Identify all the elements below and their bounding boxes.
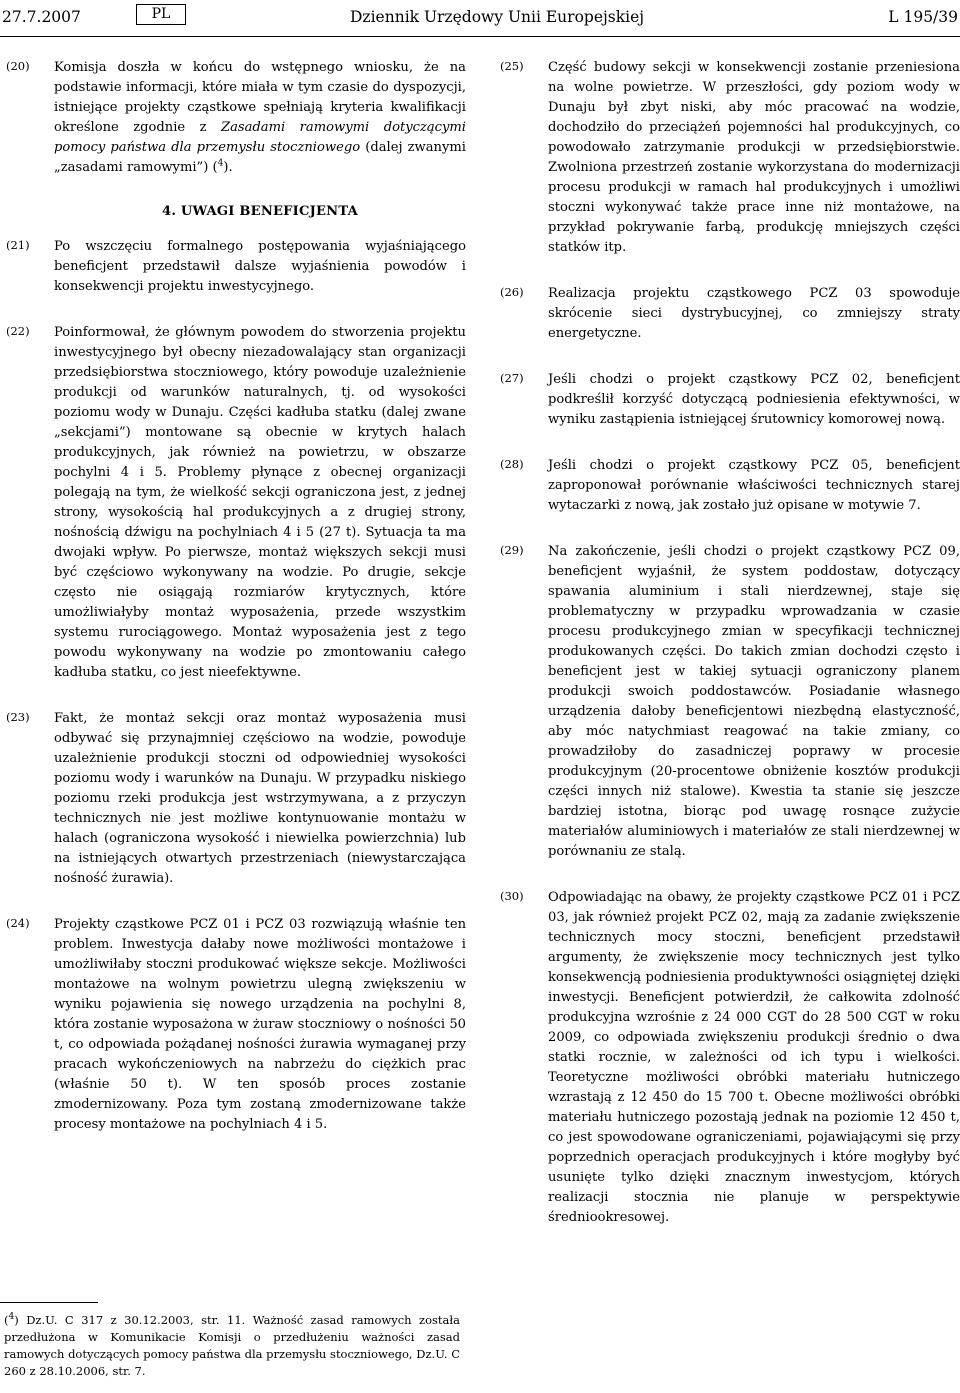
paragraph-text: Realizacja projektu cząstkowego PCZ 03 spowoduje skrócenie sieci dystrybucyjnej, co zmniejszy straty energetyczne.: [548, 286, 960, 341]
page-header: [0, 0, 960, 37]
paragraph-text-part: (dalej zwanymi „zasadami ramowymi”) (: [54, 140, 466, 175]
publication-date: 27.7.2007: [2, 8, 81, 26]
section-heading: 4. UWAGI BENEFICJENTA: [162, 204, 358, 219]
paragraph-number: (26): [500, 285, 524, 299]
language-badge: PL: [136, 4, 186, 25]
left-column: [0, 58, 466, 1161]
footnote-reference[interactable]: 4: [217, 158, 224, 169]
paragraph-text: Projekty cząstkowe PCZ 01 i PCZ 03 rozwiązują właśnie ten problem. Inwestycja dałaby nowe możliwości montażowe i umożliwiłaby stoczni produkować większe sekcje. Możliwości montażowe na wolnym powietrzu ulegną zwiększeniu w wyniku pojawienia się nowego urządzenia na pochylni 8, która zostanie wyposażona w żuraw stoczniowy o nośności 50 t, co odpowiada pożądanej nośności żurawia wymaganej przy pracach wykończeniowych na nabrzeżu do ciężkich prac (właśnie 50 t). W ten sposób proces zostanie zmodernizowany. Poza tym zostaną zmodernizowane także procesy montażowe na pochylniach 4 i 5.: [54, 917, 466, 1132]
paragraph-29: [494, 542, 960, 862]
paragraph-number: (24): [6, 916, 30, 930]
footnote-text: Dz.U. C 317 z 30.12.2003, str. 11. Ważność zasad ramowych została przedłużona w Komunikacie Komisji o przedłużeniu ważności zasad ramowych dotyczących pomocy państwa dla przemysłu stoczniowego, Dz.U. C 260 z 28.10.2006, str. 7.: [4, 1313, 460, 1378]
right-column: [494, 58, 960, 1254]
footnote-4: [4, 1312, 460, 1380]
footnote-divider: [0, 1302, 98, 1303]
paragraph-number: (23): [6, 710, 30, 724]
paragraph-number: (22): [6, 324, 30, 338]
paragraph-20: [0, 58, 466, 178]
paragraph-text: Na zakończenie, jeśli chodzi o projekt cząstkowy PCZ 09, beneficjent wyjaśnił, że system poddostaw, dotyczący spawania aluminium i stali nierdzewnej, staje się problematyczny w przypadku wprowadzania w czasie procesu produkcyjnego zmian w specyfikacji technicznej produkowanych części. Do takich zmian dochodzi często i beneficjent jest w takiej sytuacji ograniczony planem produkcji swoich poddostawców. Posiadanie własnego urządzenia dałoby beneficjentowi niezbędną elastyczność, aby móc natychmiast reagować na takie zmiany, co prowadziłoby do zasadniczej poprawy w procesie produkcyjnym (20-procentowe obniżenie kosztów produkcji części innych niż stalowe). Kwestia ta stanie się jeszcze bardziej istotna, biorąc pod uwagę rosnące zużycie materiałów aluminiowych i materiałów ze stali nierdzewnej w porównaniu ze stalą.: [548, 544, 960, 859]
paragraph-number: (28): [500, 457, 524, 471]
paragraph-text: Część budowy sekcji w konsekwencji zostanie przeniesiona na wolne powietrze. W przeszłości, gdy poziom wody w Dunaju był zbyt niski, aby móc pracować na wodzie, dochodziło do przeciążeń pojemności hal produkcyjnych, co powodowało zatrzymanie produkcji w przedsiębiorstwie. Zwolniona przestrzeń zostanie wykorzystana do modernizacji procesu produkcji w ramach hal produkcyjnych i umożliwi stoczni wykonywać także prace inne niż montażowe, na przykład pokrywanie farbą, produkcję mniejszych części statków itp.: [548, 60, 960, 255]
paragraph-text: Po wszczęciu formalnego postępowania wyjaśniającego beneficjent przedstawił dalsze wyjaśnienia powodów i konsekwencji projektu inwestycyjnego.: [54, 239, 466, 294]
paragraph-number: (20): [6, 59, 30, 73]
paragraph-21: [0, 237, 466, 297]
paragraph-22: [0, 323, 466, 683]
paragraph-text-part: ).: [223, 160, 233, 175]
paragraph-30: [494, 888, 960, 1228]
paragraph-text: Odpowiadając na obawy, że projekty cząstkowe PCZ 01 i PCZ 03, jak również projekt PCZ 02, mają za zadanie zwiększenie technicznych mocy stoczni, beneficjent przedstawił argumenty, że zwiększenie mocy technicznych jest tylko konsekwencją podniesienia produktywności osiągniętej dzięki inwestycji. Beneficjent potwierdził, że całkowita zdolność produkcyjna wzrośnie z 24 000 CGT do 28 500 CGT w roku 2009, co odpowiada zwiększeniu produkcji średnio o dwa statki rocznie, w zależności od ich typu i wielkości. Teoretyczne możliwości obróbki materiału hutniczego wzrastają z 12 450 do 15 700 t. Obecne możliwości obróbki materiału hutniczego pozostają jednak na poziomie 12 450 t, co jest spowodowane ograniczeniami, pojawiającymi się przy poprzednich operacjach produkcyjnych i które mogłyby być usunięte tylko dzięki znacznym inwestycjom, których realizacji stocznia nie planuje w perspektywie średniookresowej.: [548, 890, 960, 1225]
paragraph-25: [494, 58, 960, 258]
paragraph-24: [0, 915, 466, 1135]
paragraph-number: (25): [500, 59, 524, 73]
footnote-number: 4: [8, 1312, 15, 1323]
paragraph-text: Jeśli chodzi o projekt cząstkowy PCZ 05, beneficjent zaproponował porównanie właściwości technicznych starej wytaczarki z nową, jak zostało już opisane w motywie 7.: [548, 458, 960, 513]
paragraph-27: [494, 370, 960, 430]
paragraph-text: Jeśli chodzi o projekt cząstkowy PCZ 02, beneficjent podkreślił korzyść dotyczącą podniesienia efektywności, w wyniku zastąpienia istniejącej śrutownicy komorowej nową.: [548, 372, 960, 427]
framework-title-italic: Zasadami ramowymi dotyczącymi pomocy państwa dla przemysłu stoczniowego: [54, 120, 466, 155]
paragraph-number: (30): [500, 889, 524, 903]
paragraph-number: (21): [6, 238, 30, 252]
footnote-mark-open: (: [4, 1313, 9, 1327]
paragraph-28: [494, 456, 960, 516]
paragraph-number: (27): [500, 371, 524, 385]
paragraph-number: (29): [500, 543, 524, 557]
page-number: L 195/39: [888, 8, 958, 26]
paragraph-text: Fakt, że montaż sekcji oraz montaż wyposażenia musi odbywać się przynajmniej częściowo na wodzie, powoduje uzależnienie produkcji stoczni od odpowiedniej wysokości poziomu wody i warunków na Dunaju. W przypadku niskiego poziomu rzeki produkcja jest wstrzymywana, a z przyczyn technicznych nie jest możliwe kontynuowanie montażu w halach (ograniczona wysokość i niewielka powierzchnia) lub na istniejących otwartych przestrzeniach (niewystarczająca nośność żurawia).: [54, 711, 466, 886]
paragraph-23: [0, 709, 466, 889]
paragraph-text-part: Komisja doszła w końcu do wstępnego wniosku, że na podstawie informacji, które miała w tym czasie do dyspozycji, istniejące projekty cząstkowe spełniają kryteria kwalifikacji określone zgodnie z: [54, 60, 466, 135]
paragraph-text: [54, 58, 466, 178]
footnote-mark-close: ): [14, 1313, 19, 1327]
paragraph-text: Poinformował, że głównym powodem do stworzenia projektu inwestycyjnego był obecny niezadowalający stan organizacji przedsiębiorstwa stoczniowego, który powoduje uzależnienie produkcji od warunków naturalnych, tj. od wysokości poziomu wody w Dunaju. Części kadłuba statku (dalej zwane „sekcjami”) montowane są obecnie w krytych halach produkcyjnych, jak również na powietrzu, w obszarze pochylni 4 i 5. Problemy płynące z obecnej organizacji polegają na tym, że wielkość sekcji ograniczona jest, z jednej strony, wysokością hal produkcyjnych a z drugiej strony, nośnością dźwigu na pochylniach 4 i 5 (27 t). Sytuacja ta ma dwojaki wpływ. Po pierwsze, montaż większych sekcji musi być częściowo wykonywany na wodzie. Po drugie, sekcje często nie osiągają rozmiarów krytycznych, które umożliwiałyby montaż wyposażenia, przede wszystkim systemu rurociągowego. Montaż wyposażenia jest z tego powodu wykonywany na wodzie po zmontowaniu całego kadłuba statku, co jest nieefektywne.: [54, 325, 466, 680]
journal-title: Dziennik Urzędowy Unii Europejskiej: [350, 8, 645, 26]
paragraph-26: [494, 284, 960, 344]
